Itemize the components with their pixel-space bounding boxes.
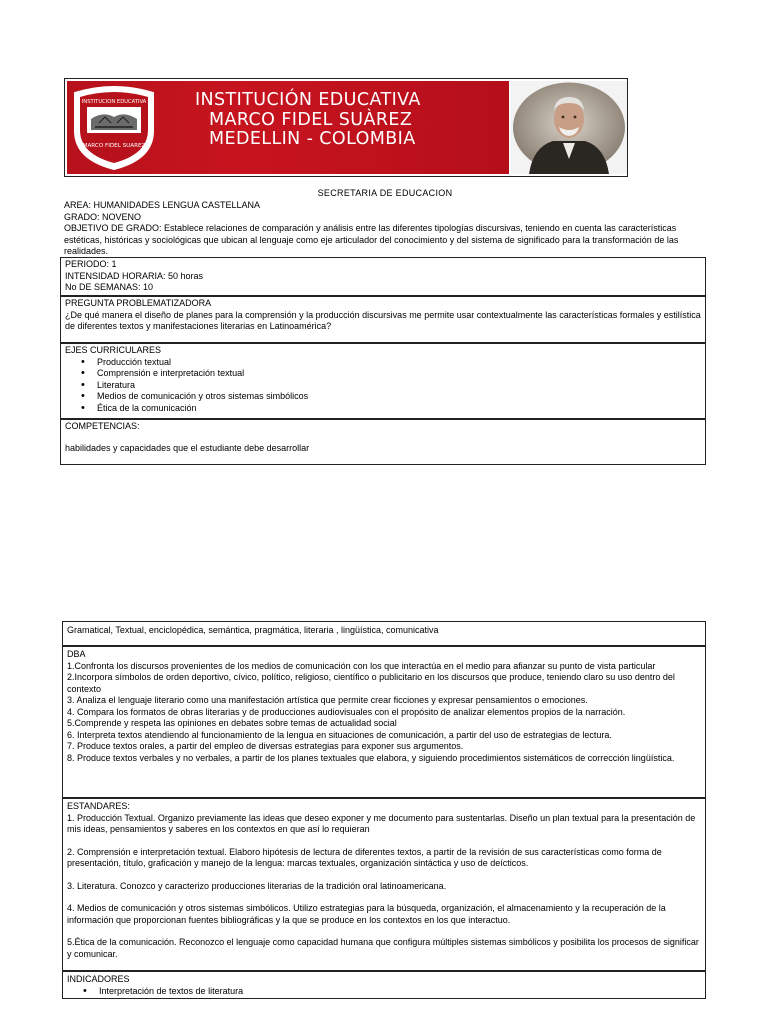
ejes-label: EJES CURRICULARES [65, 345, 162, 355]
list-item: • Literatura [81, 380, 701, 392]
estandar-item: 5.Ética de la comunicación. Reconozco el lenguaje como capacidad humana que configura múltiples sistemas simbólicos y posibilita los procesos de significar y comunicar. [67, 937, 699, 959]
competencias-text: habilidades y capacidades que el estudiante debe desarrollar [65, 442, 310, 453]
list-item: • Comprensión e interpretación textual [81, 368, 701, 380]
semanas-line: No DE SEMANAS: 10 [65, 282, 154, 292]
course-info [64, 200, 706, 258]
pregunta-label: PREGUNTA PROBLEMATIZADORA [65, 298, 212, 308]
competencias-box [60, 419, 706, 465]
dba-item: 8. Produce textos verbales y no verbales, a partir de los planes textuales que elabora, y siguiendo procedimientos sistemáticos de corrección lingüística. [67, 752, 675, 763]
area-line: AREA: HUMANIDADES LENGUA CASTELLANA [64, 200, 261, 210]
list-item: • Interpretación de textos de literatura [83, 986, 701, 998]
estandar-item: 3. Literatura. Conozco y caracterizo producciones literarias de la tradición oral latinoamericana. [67, 880, 447, 891]
indicadores-list [67, 986, 701, 998]
dba-label: DBA [67, 649, 86, 659]
periodo-box [60, 257, 706, 296]
intensidad-line: INTENSIDAD HORARIA: 50 horas [65, 270, 204, 281]
dba-item: 5.Comprende y respeta las opiniones en debates sobre temas de actualidad social [67, 718, 397, 728]
indicadores-label: INDICADORES [67, 974, 130, 984]
list-item: • Ética de la comunicación [81, 403, 701, 415]
dba-item: 3. Analiza el lenguaje literario como una manifestación artística que permite crear ficciones y expresar pensamientos o emociones. [67, 695, 588, 705]
ejes-list [65, 357, 701, 415]
competencias-label: COMPETENCIAS: [65, 421, 140, 431]
estandares-label: ESTANDARES: [67, 801, 130, 811]
objetivo-paragraph: OBJETIVO DE GRADO: Establece relaciones de comparación y análisis entre las diferentes tipologías discursivas, teniendo en cuenta las características estéticas, históricas y sociológicas que ubican al lenguaje como eje articulador del conocimiento y del sistema de significado para la transformación de las realidades. [64, 223, 679, 256]
dba-item: 2.Incorpora símbolos de orden deportivo, cívico, político, religioso, científico o publicitario en los discursos que produce, teniendo claro su uso dentro del contexto [67, 672, 675, 694]
dba-item: 7. Produce textos orales, a partir del empleo de diversas estrategias para exponer sus argumentos. [67, 741, 464, 751]
ejes-box [60, 343, 706, 419]
pregunta-text: ¿De qué manera el diseño de planes para la comprensión y la producción discursivas me permite usar contextualmente las características formales y estilística de diferentes textos y manifestaciones literarias en Latinoamérica? [65, 309, 701, 331]
banner-title-line-1: INSTITUCIÓN EDUCATIVA [195, 90, 421, 110]
indicadores-box [62, 971, 706, 999]
banner-title [195, 91, 505, 150]
periodo-line: PERIODO: 1 [65, 259, 117, 269]
institution-banner [64, 78, 628, 177]
portrait-photo [511, 81, 627, 174]
dba-box [62, 646, 706, 798]
banner-title-line-3: MEDELLIN - COLOMBIA [209, 129, 416, 149]
estandares-box [62, 798, 706, 971]
competencias-list-text: Gramatical, Textual, enciclopédica, semántica, pragmática, literaria , lingüística, comunicativa [67, 625, 439, 635]
dba-item: 1.Confronta los discursos provenientes de los medios de comunicación con los que interactúa en el medio para afianzar su punto de vista particular [67, 660, 656, 671]
dba-item: 6. Interpreta textos atendiendo al funcionamiento de la lengua en situaciones de comunicación, a partir del uso de estrategias de lectura. [67, 729, 612, 740]
pregunta-box [60, 296, 706, 343]
list-item: • Producción textual [81, 357, 701, 369]
estandar-item: 1. Producción Textual. Organizo previamente las ideas que deseo exponer y me documento para sustentarlas. Diseño un plan textual para la presentación de mis ideas, pensamientos y saberes en los contextos en que así lo requieran [67, 812, 696, 834]
secretaria-heading: SECRETARIA DE EDUCACION [317, 188, 453, 198]
list-item: • Medios de comunicación y otros sistemas simbólicos [81, 391, 701, 403]
school-shield-logo [69, 83, 159, 171]
shield-top-text: INSTITUCION EDUCATIVA [81, 99, 147, 105]
estandar-item: 4. Medios de comunicación y otros sistemas simbólicos. Utilizo estrategias para la búsqueda, organización, el almacenamiento y la recuperación de la información que proporcionan fuentes bibliográficas y la que se produce en los contextos en los que interactuo. [67, 903, 666, 925]
estandar-item: 2. Comprensión e interpretación textual. Elaboro hipótesis de lectura de diferentes textos, a partir de la revisión de sus características como forma de presentación, título, graficación y manejo de la lengua: marcas textuales, organización sintáctica y uso de deícticos. [67, 846, 662, 868]
shield-bottom-text: MARCO FIDEL SUAREZ [82, 143, 146, 149]
dba-item: 4. Compara los formatos de obras literarias y de producciones audiovisuales con el propósito de analizar elementos propios de la narración. [67, 706, 626, 717]
competencias-list-box [62, 621, 706, 646]
banner-title-line-2: MARCO FIDEL SUÀREZ [209, 109, 413, 130]
grado-line: GRADO: NOVENO [64, 211, 142, 222]
